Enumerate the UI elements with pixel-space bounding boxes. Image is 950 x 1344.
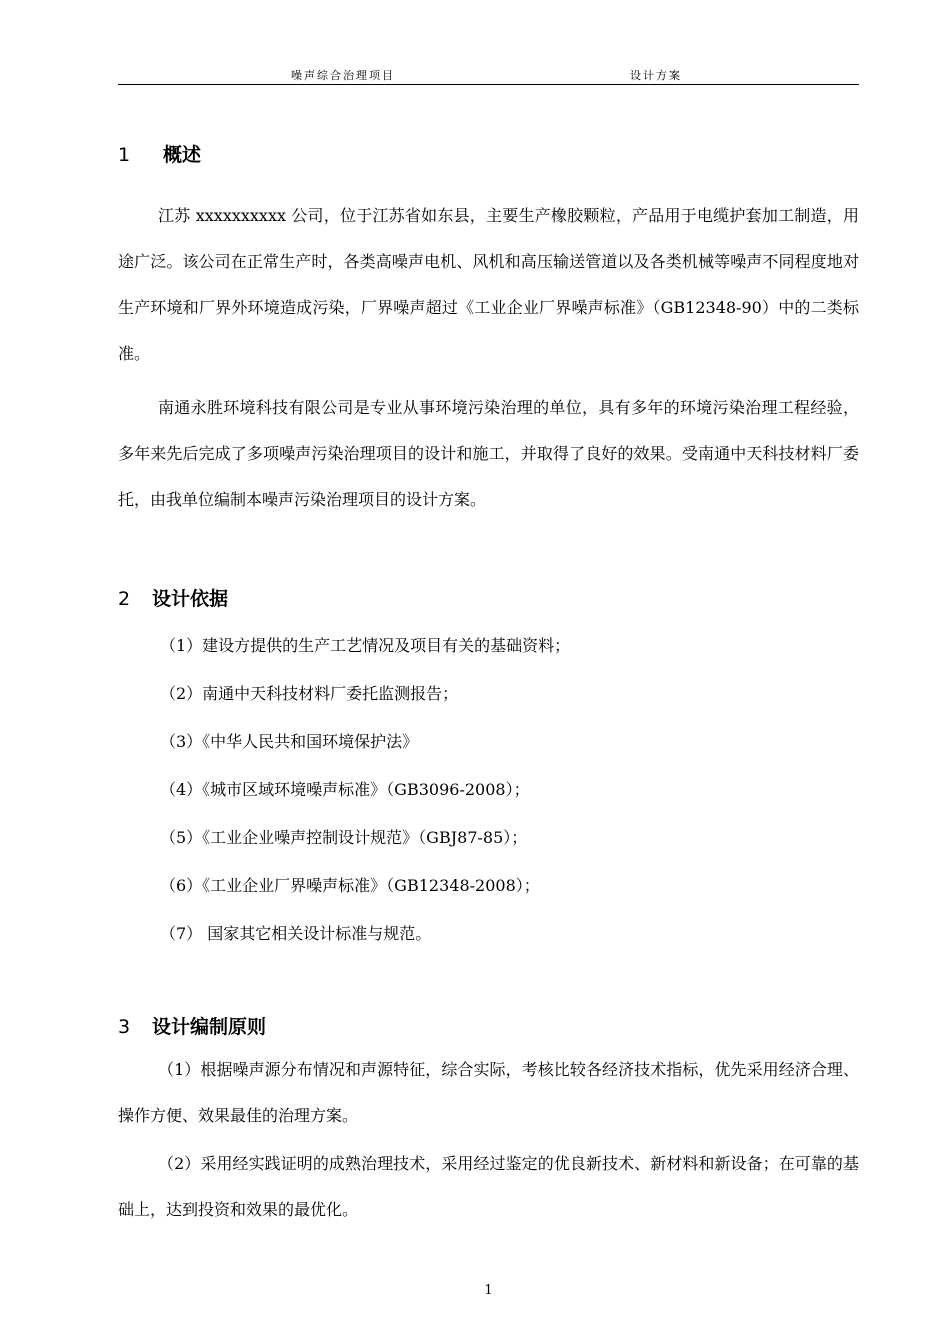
list-item: （6）《工业企业厂界噪声标准》（GB12348-2008）； <box>160 876 540 895</box>
section-number: 3 <box>118 1016 131 1038</box>
paragraph: 南通永胜环境科技有限公司是专业从事环境污染治理的单位，具有多年的环境污染治理工程经验，多年来先后完成了多项噪声污染治理项目的设计和施工，并取得了良好的效果。受南通中天科技材料厂委托，由我单位编制本噪声污染治理项目的设计方案。 <box>118 398 859 509</box>
header-project-title: 噪声综合治理项目 <box>291 69 395 82</box>
section-heading-1 <box>118 140 201 167</box>
paragraph: （2）采用经实践证明的成熟治理技术，采用经过鉴定的优良新技术、新材料和新设备；在可靠的基础上，达到投资和效果的最优化。 <box>118 1154 859 1219</box>
list-item: （2）南通中天科技材料厂委托监测报告； <box>160 684 459 703</box>
paragraph: 江苏 xxxxxxxxxx 公司，位于江苏省如东县，主要生产橡胶颗粒，产品用于电缆护套加工制造，用途广泛。该公司在正常生产时，各类高噪声电机、风机和高压输送管道以及各类机械等噪声不同程度地对生产环境和厂界外环境造成污染，厂界噪声超过《工业企业厂界噪声标准》（GB12348-90）中的二类标准。 <box>118 206 859 363</box>
section-title: 概述 <box>163 144 202 166</box>
header-doc-type: 设计方案 <box>630 69 682 82</box>
list-item: （7） 国家其它相关设计标准与规范。 <box>160 924 432 943</box>
section-heading-3 <box>118 1012 266 1039</box>
section-heading-2 <box>118 584 228 611</box>
list-item: （3）《中华人民共和国环境保护法》 <box>160 732 419 751</box>
page-header <box>118 64 859 85</box>
page-number: 1 <box>484 1283 493 1298</box>
section-number: 1 <box>118 144 131 166</box>
list-item: （4）《城市区域环境噪声标准》（GB3096-2008）； <box>160 780 530 799</box>
section-title: 设计编制原则 <box>152 1016 267 1038</box>
paragraph: （1）根据噪声源分布情况和声源特征，综合实际，考核比较各经济技术指标，优先采用经济合理、操作方便、效果最佳的治理方案。 <box>118 1060 859 1125</box>
section-title: 设计依据 <box>152 588 229 610</box>
list-item: （1）建设方提供的生产工艺情况及项目有关的基础资料； <box>160 636 571 655</box>
list-item: （5）《工业企业噪声控制设计规范》（GBJ87-85）； <box>160 828 528 847</box>
section-number: 2 <box>118 588 131 610</box>
